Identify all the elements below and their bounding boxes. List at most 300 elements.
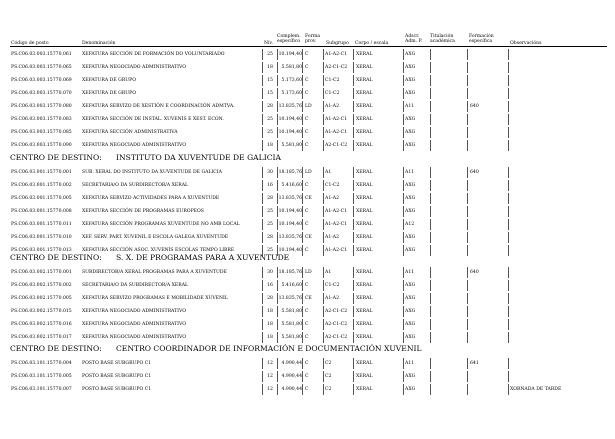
cell-code: PS.C06.03.001.15770.002	[11, 183, 72, 188]
column-divider	[262, 127, 263, 138]
cell-form: 641	[470, 361, 479, 366]
table-row	[0, 266, 615, 279]
column-divider	[430, 306, 431, 317]
cell-adsc: AXG	[405, 52, 416, 57]
cell-sub: A2-C1-C2	[325, 309, 348, 314]
column-divider	[508, 127, 509, 138]
cell-obs	[510, 318, 606, 331]
column-divider	[323, 49, 324, 60]
cell-niv: 16	[267, 183, 273, 188]
cell-forma: C	[305, 143, 309, 148]
column-divider	[302, 232, 303, 243]
column-divider	[302, 332, 303, 343]
column-divider	[323, 62, 324, 73]
column-divider	[262, 358, 263, 369]
cell-niv: 25	[267, 248, 273, 253]
column-divider	[323, 127, 324, 138]
column-divider	[262, 384, 263, 395]
cell-adsc: AXG	[405, 235, 416, 240]
column-divider	[262, 332, 263, 343]
cell-forma: C	[305, 309, 309, 314]
cell-den: XEF. SERV. PART. XUVENIL E ESCOLA GALEGA XUVENTUDE	[82, 235, 229, 240]
cell-corpo: XERAL	[356, 283, 373, 288]
column-divider	[403, 180, 404, 191]
cell-form	[470, 48, 482, 61]
cell-den: XEFATURA NEGOCIADO ADMINISTRATIVO	[82, 335, 186, 340]
cell-den: XEFATURA SECCIÓN DE INSTAL. XUVENÍS E XEST. ECON.	[82, 117, 224, 122]
table-row	[0, 48, 615, 61]
cell-form	[470, 87, 482, 100]
cell-sub: C1-C2	[325, 183, 340, 188]
column-divider	[323, 167, 324, 178]
cell-code: PS.C06.03.001.15770.008	[11, 209, 72, 214]
column-divider	[262, 293, 263, 304]
cell-niv: 18	[267, 309, 273, 314]
column-divider	[430, 267, 431, 278]
column-divider	[467, 358, 468, 369]
cell-adsc: AXG	[405, 117, 416, 122]
cell-forma: C	[305, 374, 309, 379]
cell-code: PS.C06.03.003.15770.065	[11, 65, 72, 70]
column-divider	[353, 101, 354, 112]
cell-form	[470, 279, 482, 292]
column-divider	[508, 280, 509, 291]
column-divider	[353, 293, 354, 304]
header-complemento: Complem. específico	[277, 34, 301, 44]
cell-corpo: XERAL	[356, 52, 373, 57]
column-divider	[403, 358, 404, 369]
column-divider	[353, 267, 354, 278]
cell-niv: 25	[267, 117, 273, 122]
table-row	[0, 292, 615, 305]
cell-form	[470, 74, 482, 87]
column-divider	[508, 293, 509, 304]
cell-sub: A2-C1-C2	[325, 65, 348, 70]
cell-code: PS.C06.03.003.15770.070	[11, 91, 72, 96]
cell-sub: A1-A2-C1	[325, 248, 348, 253]
column-divider	[467, 114, 468, 125]
cell-forma: C	[305, 283, 309, 288]
column-divider	[262, 267, 263, 278]
column-divider	[302, 127, 303, 138]
column-divider	[467, 88, 468, 99]
column-divider	[430, 180, 431, 191]
column-divider	[508, 75, 509, 86]
column-divider	[323, 245, 324, 256]
cell-corpo: XERAL	[356, 104, 373, 109]
column-divider	[430, 384, 431, 395]
centro-destino-label: CENTRO DE DESTINO:	[10, 344, 102, 353]
column-divider	[403, 101, 404, 112]
cell-code: PS.C06.03.003.15770.085	[11, 130, 72, 135]
column-divider	[262, 101, 263, 112]
column-divider	[323, 101, 324, 112]
header-denominacion: Denominación	[82, 41, 116, 46]
column-divider	[430, 193, 431, 204]
column-divider	[403, 49, 404, 60]
column-divider	[467, 384, 468, 395]
cell-adsc: AXG	[405, 296, 416, 301]
column-divider	[353, 245, 354, 256]
column-divider	[430, 140, 431, 151]
cell-adsc: AXG	[405, 130, 416, 135]
table-row	[0, 100, 615, 113]
column-divider	[467, 62, 468, 73]
column-divider	[302, 140, 303, 151]
cell-sub: C2	[325, 374, 332, 379]
column-divider	[430, 62, 431, 73]
column-divider	[508, 180, 509, 191]
cell-den: SECRETARIA/O DA SUBDIRECTOR/A XERAL	[82, 183, 189, 188]
cell-code: PS.C06.03.001.15770.005	[11, 196, 72, 201]
cell-form	[470, 370, 482, 383]
cell-form: 640	[470, 270, 479, 275]
cell-comp: 5.416,60	[281, 283, 302, 288]
cell-sub: C1-C2	[325, 283, 340, 288]
cell-code: PS.C06.03.001.15770.010	[11, 235, 72, 240]
column-divider	[323, 114, 324, 125]
column-divider	[353, 62, 354, 73]
column-divider	[403, 232, 404, 243]
cell-den: SUB. XERAL DO INSTITUTO DA XUVENTUDE DE GALICIA	[82, 170, 222, 175]
cell-comp: 5.581,80	[281, 322, 302, 327]
column-divider	[353, 332, 354, 343]
cell-sub: C1-C2	[325, 91, 340, 96]
cell-den: XEFATURA SERVIZO PROGRAMAS E MOBILIDADE XUVENIL	[82, 296, 228, 301]
column-divider	[353, 319, 354, 330]
column-divider	[353, 140, 354, 151]
column-divider	[323, 280, 324, 291]
cell-forma: C	[305, 248, 309, 253]
cell-comp: 5.581,80	[281, 65, 302, 70]
column-divider	[508, 232, 509, 243]
column-divider	[467, 306, 468, 317]
cell-sub: A1-A2	[325, 104, 340, 109]
cell-comp: 10.194,40	[278, 222, 302, 227]
cell-code: PS.C06.03.003.15770.080	[11, 104, 72, 109]
cell-code: PS.C06.03.101.15770.005	[11, 374, 72, 379]
column-divider	[323, 75, 324, 86]
column-divider	[467, 245, 468, 256]
column-divider	[403, 62, 404, 73]
cell-den: XEFATURA NEGOCIADO ADMINISTRATIVO	[82, 322, 186, 327]
cell-forma: C	[305, 130, 309, 135]
column-divider	[353, 49, 354, 60]
cell-corpo: XERAL	[356, 143, 373, 148]
column-divider	[302, 101, 303, 112]
cell-den: XEFATURA DE GRUPO	[82, 91, 137, 96]
cell-sub: C2	[325, 361, 332, 366]
column-divider	[353, 371, 354, 382]
cell-den: SECRETARIA/O DA SUBDIRECTOR/A XERAL	[82, 283, 189, 288]
cell-niv: 25	[267, 52, 273, 57]
column-divider	[403, 319, 404, 330]
column-divider	[323, 293, 324, 304]
column-divider	[323, 219, 324, 230]
cell-form	[470, 231, 482, 244]
cell-niv: 12	[267, 387, 273, 392]
cell-den: XEFATURA NEGOCIADO ADMINISTRATIVO	[82, 65, 186, 70]
column-divider	[508, 371, 509, 382]
cell-obs	[510, 126, 606, 139]
cell-corpo: XERAL	[356, 309, 373, 314]
cell-form	[470, 205, 482, 218]
table-row	[0, 126, 615, 139]
cell-forma: CE	[305, 235, 312, 240]
cell-obs	[510, 331, 606, 344]
column-divider	[467, 206, 468, 217]
cell-corpo: XERAL	[356, 270, 373, 275]
table-row	[0, 218, 615, 231]
column-divider	[430, 49, 431, 60]
column-divider	[323, 306, 324, 317]
cell-den: XEFATURA DE GRUPO	[82, 78, 137, 83]
column-divider	[508, 101, 509, 112]
cell-comp: 5.173,60	[281, 91, 302, 96]
column-divider	[508, 319, 509, 330]
column-divider	[262, 180, 263, 191]
column-divider	[353, 88, 354, 99]
column-divider	[353, 358, 354, 369]
cell-code: PS.C06.03.001.15770.001	[11, 170, 72, 175]
cell-comp: 10.194,40	[278, 117, 302, 122]
column-divider	[262, 280, 263, 291]
column-divider	[302, 114, 303, 125]
cell-form: 640	[470, 104, 479, 109]
column-divider	[353, 167, 354, 178]
column-divider	[508, 62, 509, 73]
centro-destino-label: CENTRO DE DESTINO:	[10, 253, 102, 262]
cell-corpo: XERAL	[356, 117, 373, 122]
column-divider	[467, 219, 468, 230]
column-divider	[262, 206, 263, 217]
table-row	[0, 139, 615, 152]
table-row	[0, 192, 615, 205]
column-divider	[323, 384, 324, 395]
column-divider	[302, 245, 303, 256]
cell-obs	[510, 192, 606, 205]
column-divider	[403, 371, 404, 382]
cell-obs	[510, 205, 606, 218]
column-divider	[323, 332, 324, 343]
column-divider	[262, 49, 263, 60]
cell-niv: 12	[267, 361, 273, 366]
cell-obs	[510, 218, 606, 231]
centro-destino-name: INSTITUTO DA XUVENTUDE DE GALICIA	[116, 153, 281, 162]
column-divider	[508, 114, 509, 125]
cell-adsc: AXG	[405, 309, 416, 314]
cell-comp: 5.581,80	[281, 335, 302, 340]
cell-adsc: A11	[405, 270, 415, 275]
header-nivel: Nív.	[264, 41, 273, 46]
column-divider	[508, 219, 509, 230]
cell-sub: A1-A2-C1	[325, 209, 348, 214]
column-divider	[262, 88, 263, 99]
column-divider	[508, 140, 509, 151]
column-divider	[508, 358, 509, 369]
cell-den: XEFATURA SERVIZO DE XESTIÓN E COORDINACIÓN ADMTVA.	[82, 104, 235, 109]
cell-corpo: XERAL	[356, 387, 373, 392]
cell-obs	[510, 87, 606, 100]
column-divider	[467, 140, 468, 151]
cell-adsc: A11	[405, 104, 415, 109]
cell-niv: 30	[267, 170, 273, 175]
cell-comp: 5.581,80	[281, 309, 302, 314]
column-divider	[508, 384, 509, 395]
cell-code: PS.C06.03.002.15770.005	[11, 296, 72, 301]
cell-forma: C	[305, 335, 309, 340]
cell-corpo: XERAL	[356, 130, 373, 135]
cell-form	[470, 318, 482, 331]
column-divider	[353, 384, 354, 395]
cell-niv: 28	[267, 235, 273, 240]
column-divider	[508, 49, 509, 60]
column-divider	[430, 167, 431, 178]
column-divider	[403, 384, 404, 395]
cell-adsc: AXG	[405, 143, 416, 148]
cell-obs	[510, 370, 606, 383]
table-row	[0, 383, 615, 396]
column-divider	[430, 219, 431, 230]
column-divider	[508, 193, 509, 204]
cell-forma: C	[305, 387, 309, 392]
cell-forma: C	[305, 209, 309, 214]
cell-corpo: XERAL	[356, 235, 373, 240]
cell-comp: 10.194,40	[278, 248, 302, 253]
column-divider	[403, 127, 404, 138]
column-divider	[403, 219, 404, 230]
column-divider	[467, 371, 468, 382]
column-divider	[508, 267, 509, 278]
cell-form	[470, 383, 482, 396]
cell-forma: C	[305, 222, 309, 227]
column-divider	[353, 206, 354, 217]
column-divider	[403, 114, 404, 125]
table-row	[0, 279, 615, 292]
cell-adsc: AXG	[405, 65, 416, 70]
table-row	[0, 305, 615, 318]
cell-adsc: AXG	[405, 183, 416, 188]
cell-code: PS.C06.03.002.15770.015	[11, 309, 72, 314]
column-divider	[467, 167, 468, 178]
column-divider	[302, 371, 303, 382]
cell-obs	[510, 231, 606, 244]
column-divider	[302, 358, 303, 369]
column-divider	[467, 232, 468, 243]
table-row	[0, 231, 615, 244]
column-divider	[262, 62, 263, 73]
column-divider	[302, 293, 303, 304]
cell-forma: CE	[305, 296, 312, 301]
cell-sub: A1-A2-C1	[325, 52, 348, 57]
column-divider	[302, 75, 303, 86]
cell-forma: C	[305, 91, 309, 96]
cell-sub: A1-A2	[325, 235, 340, 240]
column-divider	[430, 127, 431, 138]
cell-niv: 28	[267, 104, 273, 109]
column-divider	[430, 114, 431, 125]
cell-adsc: AXG	[405, 283, 416, 288]
cell-obs	[510, 166, 606, 179]
column-divider	[403, 193, 404, 204]
cell-form	[470, 305, 482, 318]
cell-obs	[510, 279, 606, 292]
cell-comp: 4.990,44	[281, 361, 302, 366]
table-row	[0, 205, 615, 218]
cell-forma: C	[305, 65, 309, 70]
cell-forma: C	[305, 117, 309, 122]
cell-comp: 5.173,60	[281, 78, 302, 83]
cell-form	[470, 218, 482, 231]
cell-sub: C1-C2	[325, 78, 340, 83]
header-codigo: Código de posto	[11, 41, 49, 46]
cell-sub: A2-C1-C2	[325, 335, 348, 340]
column-divider	[262, 75, 263, 86]
column-divider	[508, 167, 509, 178]
column-divider	[262, 193, 263, 204]
cell-den: XEFATURA SERVIZO ACTIVIDADES PARA A XUVENTUDE	[82, 196, 220, 201]
column-divider	[508, 332, 509, 343]
cell-niv: 18	[267, 322, 273, 327]
cell-sub: A2-C1-C2	[325, 322, 348, 327]
cell-forma: C	[305, 78, 309, 83]
column-divider	[353, 75, 354, 86]
cell-comp: 13.835,76	[278, 104, 302, 109]
cell-niv: 30	[267, 270, 273, 275]
cell-form	[470, 139, 482, 152]
column-divider	[403, 206, 404, 217]
cell-corpo: XERAL	[356, 374, 373, 379]
header-observacions: Observacións	[510, 41, 542, 46]
table-row	[0, 74, 615, 87]
cell-forma: C	[305, 361, 309, 366]
cell-code: PS.C06.03.003.15770.090	[11, 143, 72, 148]
column-divider	[353, 114, 354, 125]
cell-niv: 18	[267, 65, 273, 70]
cell-forma: C	[305, 52, 309, 57]
cell-sub: A1	[325, 170, 332, 175]
column-divider	[508, 245, 509, 256]
column-divider	[403, 88, 404, 99]
column-divider	[353, 193, 354, 204]
column-divider	[302, 167, 303, 178]
cell-form	[470, 244, 482, 257]
cell-adsc: A11	[405, 170, 415, 175]
cell-form	[470, 292, 482, 305]
cell-adsc: AXG	[405, 387, 416, 392]
column-divider	[262, 167, 263, 178]
centro-destino-name: CENTRO COORDINADOR DE INFORMACIÓN E DOCUMENTACIÓN XUVENIL	[116, 344, 422, 353]
column-divider	[353, 232, 354, 243]
cell-niv: 16	[267, 283, 273, 288]
cell-comp: 13.835,76	[278, 235, 302, 240]
cell-niv: 12	[267, 374, 273, 379]
cell-obs	[510, 139, 606, 152]
cell-form	[470, 179, 482, 192]
column-divider	[403, 306, 404, 317]
cell-comp: 13.835,76	[278, 196, 302, 201]
cell-code: PS.C06.03.001.15770.013	[11, 248, 72, 253]
column-divider	[302, 62, 303, 73]
column-divider	[302, 88, 303, 99]
cell-sub: C2	[325, 387, 332, 392]
cell-sub: A1	[325, 270, 332, 275]
cell-comp: 18.185,76	[278, 170, 302, 175]
column-divider	[323, 358, 324, 369]
column-divider	[353, 127, 354, 138]
cell-niv: 28	[267, 196, 273, 201]
header-titulacion: Titulación académica	[430, 34, 455, 44]
